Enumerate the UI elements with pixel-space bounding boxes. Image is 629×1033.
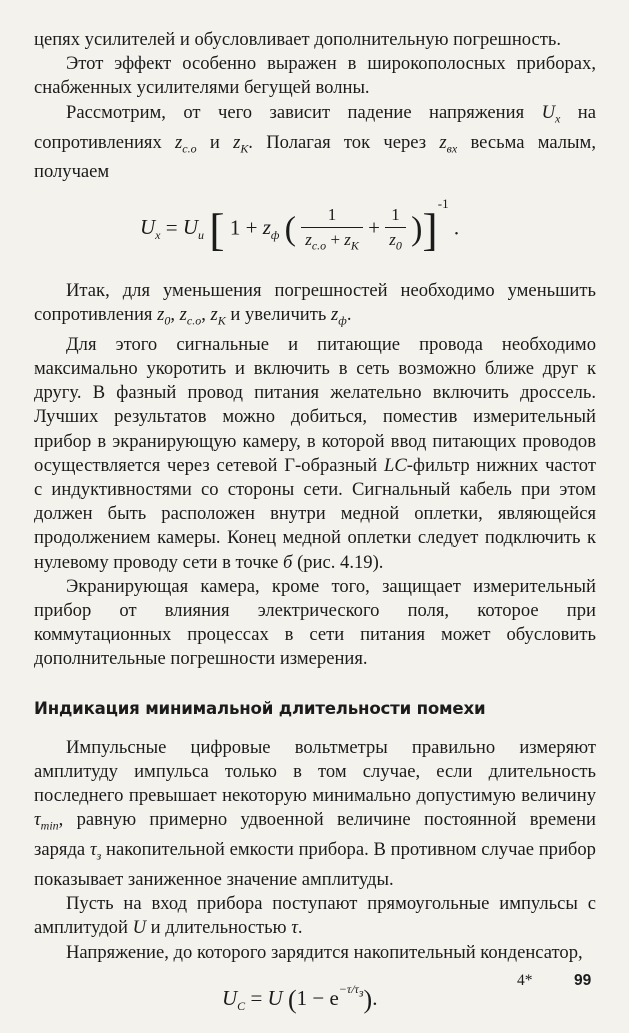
equals-sign: = bbox=[165, 214, 178, 239]
text: на сопротивлениях bbox=[34, 101, 596, 153]
paragraph-5 bbox=[34, 333, 596, 575]
plus-sign: + bbox=[368, 214, 380, 239]
symbol-u: U bbox=[132, 917, 147, 939]
right-paren: ) bbox=[411, 210, 423, 248]
symbol-zvx: $z_{вх}$ bbox=[439, 131, 458, 156]
text: Рассмотрим, от чего зависит падение напряжения bbox=[66, 101, 525, 123]
text: и увеличить bbox=[230, 303, 327, 325]
symbol-ux: $U_x$ bbox=[541, 101, 561, 126]
text: Для этого сигнальные и питающие провода необходимо максимально укоротить и включить в сеть возможно ближе друг к другу. В фазный провод питания желательно включить дроссель. Лучших результатов можно добиться, поместив измерительный прибор в экранирующую камеру, в которой ввод питающих проводов осуществляется через сетевой Г-образный bbox=[34, 333, 596, 476]
paragraph-7: Импульсные цифровые вольтметры правильно измеряют амплитуду импульса только в том случае, если длительность последнего превышает некоторую минимально допустимую величину $\tau_{min}$, равную примерно удвоенной величине постоянной времени заряда $\tau_з$ накопительной емкости прибора. В противном случае прибор показывает заниженное значение амплитуды. bbox=[34, 736, 596, 891]
paragraph-1: цепях усилителей и обусловливает дополнительную погрешность. bbox=[34, 29, 562, 50]
text: весьма малым, получаем bbox=[34, 131, 596, 183]
section-heading: Индикация минимальной длительности помехи bbox=[34, 698, 486, 718]
text: накопительной емкости прибора. В противном случае прибор показывает заниженное значение амплитуды. bbox=[34, 839, 596, 891]
formula-u-i: $U_и$ bbox=[182, 214, 205, 243]
formula-one: 1 + bbox=[229, 214, 258, 239]
symbol-tau: τ bbox=[291, 917, 298, 939]
fraction-1: $\frac{1}{z_{с.о} + z_К}$ bbox=[301, 205, 363, 253]
paragraph-4: Итак, для уменьшения погрешностей необходимо уменьшить сопротивления $z_0$, $z_{с.о}$, $z_К$ и увеличить $z_ф$. bbox=[34, 279, 596, 328]
text: -фильтр нижних частот с индуктивностями со стороны сети. Сигнальный кабель при этом должен быть расположен внутри медной оплетки, являющейся продолжением камеры. Конец медной оплетки следует подключить к нулевому проводу сети в точке bbox=[34, 454, 596, 573]
paragraph-9: Напряжение, до которого зарядится накопительный конденсатор, bbox=[66, 941, 583, 963]
formula-zf: $z_ф$ bbox=[262, 214, 280, 243]
power-minus-one: -1 bbox=[437, 195, 449, 211]
text: и длительностью bbox=[150, 917, 287, 939]
page-content bbox=[34, 28, 596, 1033]
paragraph-6: Экранирующая камера, кроме того, защищает измерительный прибор от влияния электрического поля, которое при коммутационных процессах в сети питания может обусловить дополнительные погрешности измерения. bbox=[34, 575, 596, 670]
formula-ux bbox=[34, 193, 596, 277]
page-number: 99 bbox=[574, 972, 592, 989]
formula-end: . bbox=[453, 214, 460, 239]
symbol-zk: $z_К$ bbox=[233, 131, 249, 156]
right-bracket: ] bbox=[422, 203, 438, 255]
text: и bbox=[209, 131, 220, 153]
symbol-zco: $z_{с.о}$ bbox=[175, 131, 197, 156]
paragraph-8: Пусть на вход прибора поступают прямоугольные импульсы с амплитудой U и длительностью τ. bbox=[34, 893, 596, 939]
folio-mark: 4* bbox=[517, 972, 533, 989]
formula-uc: $U_C = U$ $(1 - e^{-\tau/\tau_з})$. bbox=[222, 981, 378, 1014]
fraction-2: $\frac{1}{z_0}$ bbox=[385, 205, 406, 253]
text: (рис. 4.19). bbox=[297, 551, 384, 573]
text: Импульсные цифровые вольтметры правильно измеряют амплитуду импульса только в том случае, если длительность последнего превышает некоторую минимально допустимую величину bbox=[34, 736, 596, 807]
lc-filter: LC bbox=[383, 454, 407, 476]
text: , равную примерно удвоенной величине постоянной времени заряда bbox=[34, 809, 596, 861]
point-b: б bbox=[283, 551, 293, 573]
text: Пусть на вход прибора поступают прямоугольные импульсы с амплитудой bbox=[34, 893, 596, 939]
left-bracket: [ bbox=[209, 203, 225, 255]
paragraph-2: Этот эффект особенно выражен в широкополосных приборах, снабженных усилителями бегущей волны. bbox=[34, 53, 596, 99]
paragraph-3 bbox=[34, 101, 596, 185]
left-paren: ( bbox=[284, 210, 296, 248]
formula-lhs: $U_x$ bbox=[140, 214, 161, 243]
text: Итак, для уменьшения погрешностей необходимо уменьшить сопротивления bbox=[34, 279, 596, 325]
text: . Полагая ток через bbox=[248, 131, 427, 153]
